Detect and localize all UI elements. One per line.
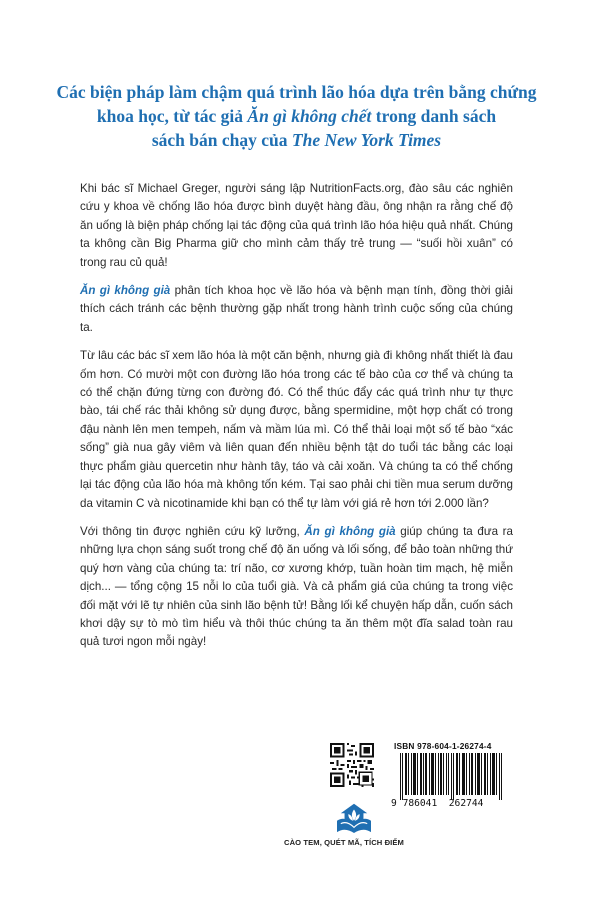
- headline-publication: The New York Times: [291, 130, 442, 150]
- headline-book-title: Ăn gì không chết: [247, 106, 372, 126]
- headline-line-3: [40, 128, 553, 152]
- back-cover-headline: [40, 80, 553, 152]
- blurb-paragraph-3: Từ lâu các bác sĩ xem lão hóa là một căn bệnh, nhưng già đi không nhất thiết là đau ốm hơn. Có mười một con đường lão hóa trong các tế bào của cơ thể và chúng ta có thể chặn đứng từng con đường đó. Có thể thúc đẩy các quá trình như tự thực bào, tái chế rác thải không sử dụng được, bằng spermidine, một hợp chất có trong đậu nành lên men tempeh, nấm và mầm lúa mì. Có thể thải loại một số tế bào “xác sống” già nua gây viêm và liên quan đến nhiều bệnh tật do tuổi tác bằng các loại thực phẩm giàu quercetin như hành tây, táo và cải xoăn. Và chúng ta có thể chống lại tác động của lão hóa mà không tốn kém. Tại sao phải chi tiền mua serum dưỡng da vitamin C và nicotinamide khi bạn có thể tự làm với giá rẻ hơn tới 2.000 lần?: [80, 349, 513, 510]
- ean-digits: [391, 798, 517, 809]
- ean-left-group: 786041: [402, 798, 438, 809]
- blurb-paragraph-4-prefix: Với thông tin được nghiên cứu kỹ lưỡng,: [80, 524, 305, 538]
- ean-first-digit: 9: [391, 798, 397, 809]
- headline-line-1: Các biện pháp làm chậm quá trình lão hóa dựa trên bằng chứng: [56, 82, 537, 102]
- headline-line-2-prefix: khoa học, từ tác giả: [96, 106, 248, 126]
- headline-line-2: [40, 104, 553, 128]
- blurb-body: [80, 180, 513, 662]
- headline-line-3-prefix: sách bán chạy của: [151, 130, 292, 150]
- blurb-paragraph-4: [80, 523, 513, 652]
- blurb-book-title-2: Ăn gì không già: [304, 524, 396, 538]
- isbn-label: ISBN 978-604-1-26274-4: [394, 741, 492, 751]
- blurb-paragraph-2: [80, 282, 513, 337]
- scratch-scan-tagline: CÀO TEM, QUÉT MÃ, TÍCH ĐIỂM: [284, 838, 404, 847]
- blurb-paragraph-4-text: giúp chúng ta đưa ra những lựa chọn sáng suốt trong chế độ ăn uống và lối sống, để bảo toàn những thứ quý hơn vàng của chúng ta: trí não, cơ xương khớp, tuần hoàn tim mạch, hệ miễn dịch... — tổng cộng 15 nỗi lo của tuổi già. Và cả phẩm giá của chúng ta trong việc đối mặt với lẽ tự nhiên của sinh lão bệnh tử! Bằng lối kể chuyện hấp dẫn, cuốn sách khơi dậy sự tò mò tìm hiểu và thôi thúc chúng ta ăn thêm một đĩa salad toàn rau quả tươi ngon mỗi ngày!: [80, 524, 513, 649]
- blurb-paragraph-2-text: phân tích khoa học về lão hóa và bệnh mạn tính, đồng thời giải thích cách tránh các bệnh thường gặp nhất trong hành trình cuộc sống của chúng ta.: [80, 284, 513, 334]
- publisher-logo-icon: [335, 800, 373, 834]
- blurb-book-title: Ăn gì không già: [80, 284, 171, 298]
- qr-code-icon[interactable]: [330, 743, 374, 787]
- ean-right-group: 262744: [448, 798, 484, 809]
- blurb-paragraph-1: Khi bác sĩ Michael Greger, người sáng lập NutritionFacts.org, đào sâu các nghiên cứu y khoa về chống lão hóa được bình duyệt hàng đầu, ông nhận ra rằng chế độ ăn uống là biện pháp chống lại tác động của quá trình lão hóa hiệu quả nhất. Chúng ta không cần Big Pharma giữ cho mình cảm thấy trẻ trung — “suối hồi xuân” có trong rau củ quả!: [80, 182, 513, 269]
- headline-line-2-suffix: trong danh sách: [371, 106, 497, 126]
